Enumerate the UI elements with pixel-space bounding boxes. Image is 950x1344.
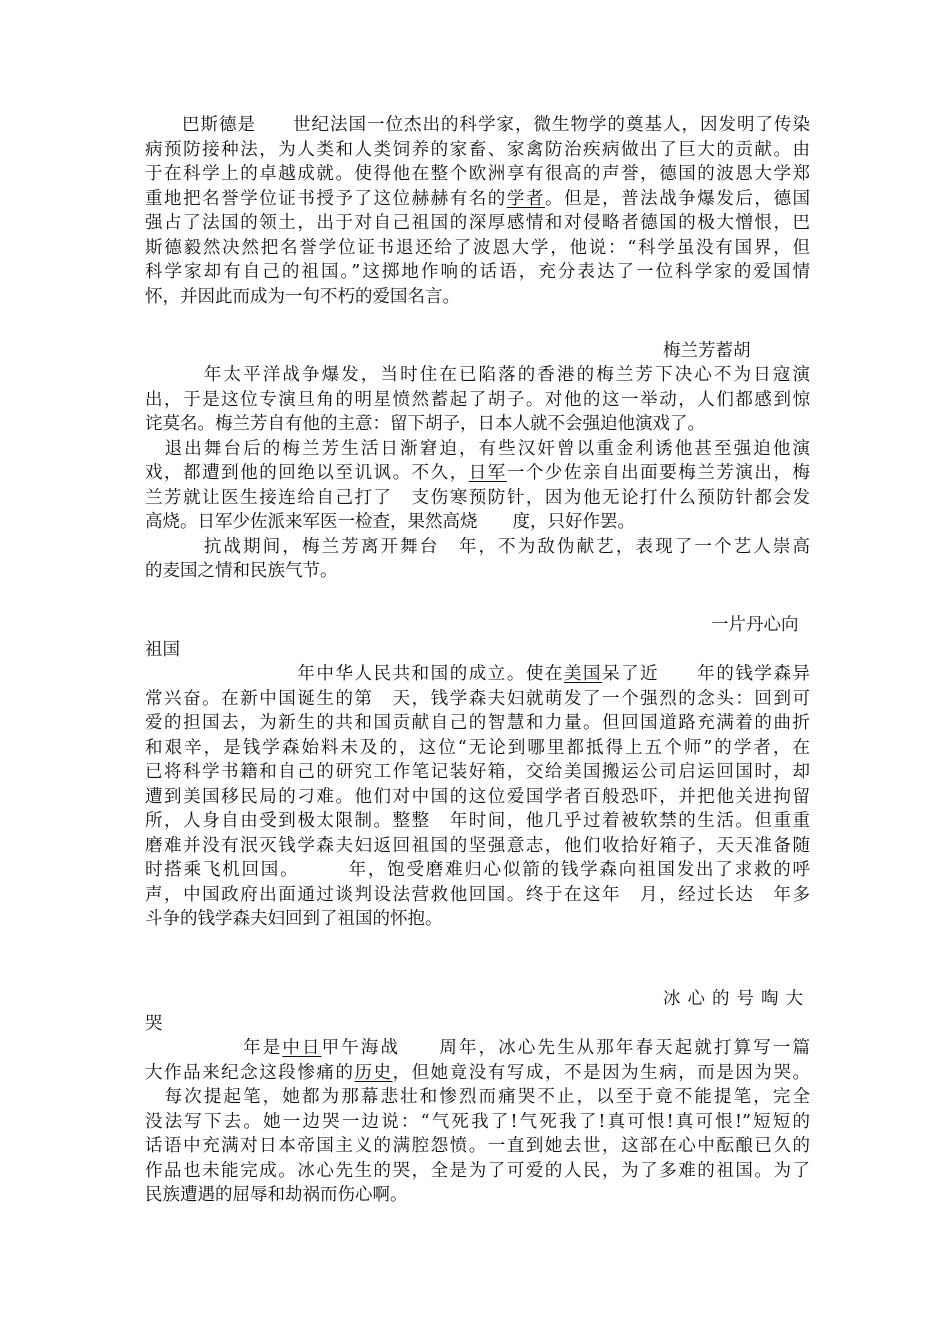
text-line: 常兴奋。在新中国诞生的第 天，钱学森夫妇就萌发了一个强烈的念头：回到可 — [145, 688, 810, 709]
text-line: 年太平洋战争爆发，当时住在已陷落的香港的梅兰芳下决心不为日寇演 — [145, 365, 810, 385]
story-qianxuesen-title-continued: 祖国 — [145, 640, 180, 660]
underlined-word: 中日 — [282, 1038, 322, 1058]
story-bingxin-title-continued: 哭 — [145, 1014, 163, 1034]
text-line: 大作品来纪念这段惨痛的历史，但她竟没有写成，不是因为生病，而是因为哭。 — [145, 1062, 810, 1083]
text-line: 斗争的钱学森夫妇回到了祖国的怀抱。 — [145, 909, 443, 929]
story-pasteur-paragraph — [145, 113, 810, 309]
text-line: 民族遭遇的屈辱和劫祸而伤心啊。 — [145, 1185, 408, 1205]
text-line: 已将科学书籍和自己的研究工作笔记装好箱，交给美国搬运公司启运回国时，却 — [145, 762, 810, 782]
text-line: 年中华人民共和国的成立。使在美国呆了近 年的钱学森异 — [145, 664, 810, 684]
text-line: 诧莫名。梅兰芳自有他的主意：留下胡子，日本人就不会强迫他演戏了。 — [145, 414, 705, 434]
text-line: 退出舞台后的梅兰芳生活日渐窘迫，有些汉奸曾以重金利诱他甚至强迫他演 — [145, 438, 810, 459]
text-line: 高烧。日军少佐派来军医一检查，果然高烧 度，只好作罢。 — [145, 512, 635, 532]
text-line: 兰芳就让医生接连给自己打了 支伤寒预防针，因为他无论打什么预防针都会发 — [145, 487, 810, 508]
text-line: 病预防接种法，为人类和人类饲养的家畜、家禽防治疾病做出了巨大的贡献。由 — [145, 139, 810, 160]
underlined-word: 日军 — [468, 463, 507, 483]
text-line: 每次提起笔，她都为那幕悲壮和惨烈而痛哭不止，以至于竟不能提笔，完全 — [145, 1087, 810, 1107]
text-line: 磨难并没有泯灭钱学森夫妇返回祖国的坚强意志，他们收拾好箱子，天天准备随 — [145, 835, 810, 856]
underlined-word: 历史 — [354, 1062, 393, 1083]
text-line: 抗战期间，梅兰芳离开舞台 年，不为敌伪献艺，表现了一个艺人崇高 — [145, 536, 810, 557]
text-line: 时搭乘飞机回国。 年，饱受磨难归心似箭的钱学森向祖国发出了求救的呼 — [145, 860, 810, 880]
text-line: 遭到美国移民局的刁难。他们对中国的这位爱国学者百般恐吓，并把他关进拘留 — [145, 786, 810, 807]
story-bingxin-paragraph — [145, 1036, 810, 1208]
text-line: 声，中国政府出面通过谈判设法营救他回国。终于在这年 月，经过长达 年多 — [145, 884, 810, 905]
text-line: 戏，都遭到他的回绝以至讥讽。不久，日军一个少佐亲自出面要梅兰芳演出，梅 — [145, 463, 810, 483]
text-line: 所，人身自由受到极太限制。整整 年时间，他几乎过着被软禁的生活。但重重 — [145, 811, 810, 831]
text-line: 和艰辛，是钱学森始料未及的，这位“无论到哪里都抵得上五个师”的学者，在 — [145, 737, 810, 758]
underlined-word: 美国 — [563, 664, 603, 684]
text-line: 斯德毅然决然把名誉学位证书退还给了波恩大学，他说：“科学虽没有国界，但 — [145, 237, 810, 258]
text-line: 出，于是这位专演旦角的明星愤然蓄起了胡子。对他的这一举动，人们都感到惊 — [145, 389, 810, 410]
text-line: 于在科学上的卓越成就。使得他在整个欧洲享有很高的声誉，德国的波恩大学郑 — [145, 164, 810, 184]
story-meilanfang-paragraph — [145, 363, 810, 584]
text-line: 重地把名誉学位证书授予了这位赫赫有名的学者。但是，普法战争爆发后，德国 — [145, 188, 810, 209]
story-qianxuesen-title: 一片丹心向 — [711, 615, 799, 635]
text-line: 没法写下去。她一边哭一边说：“气死我了!气死我了!真可恨!真可恨!”短短的 — [145, 1111, 810, 1132]
text-line: 作品也未能完成。冰心先生的哭，全是为了可爱的人民，为了多难的祖国。为了 — [145, 1160, 810, 1181]
text-line: 的麦国之情和民族气节。 — [145, 561, 338, 581]
story-qianxuesen-paragraph — [145, 662, 810, 932]
text-line: 话语中充满对日本帝国主义的满腔怨愤。一直到她去世，这部在心中酝酿已久的 — [145, 1136, 810, 1156]
text-line: 怀，并因此而成为一句不朽的爱国名言。 — [145, 286, 460, 307]
text-line: 强占了法国的领土，出于对自己祖国的深厚感情和对侵略者德国的极大憎恨，巴 — [145, 213, 810, 233]
text-line: 科学家却有自己的祖国。”这掷地作响的话语，充分表达了一位科学家的爱国情 — [145, 262, 810, 282]
text-line: 巴斯德是 世纪法国一位杰出的科学家，微生物学的奠基人，因发明了传染 — [145, 115, 810, 135]
story-bingxin-title: 冰心的号啕大 — [663, 989, 810, 1009]
text-line: 爱的担国去，为新生的共和国贡献自己的智慧和力量。但回国道路充满着的曲折 — [145, 713, 810, 733]
text-line: 年是中日甲午海战 周年，冰心先生从那年春天起就打算写一篇 — [145, 1038, 810, 1058]
story-meilanfang-title: 梅兰芳蓄胡 — [663, 341, 751, 361]
underlined-word: 学者 — [506, 188, 545, 209]
